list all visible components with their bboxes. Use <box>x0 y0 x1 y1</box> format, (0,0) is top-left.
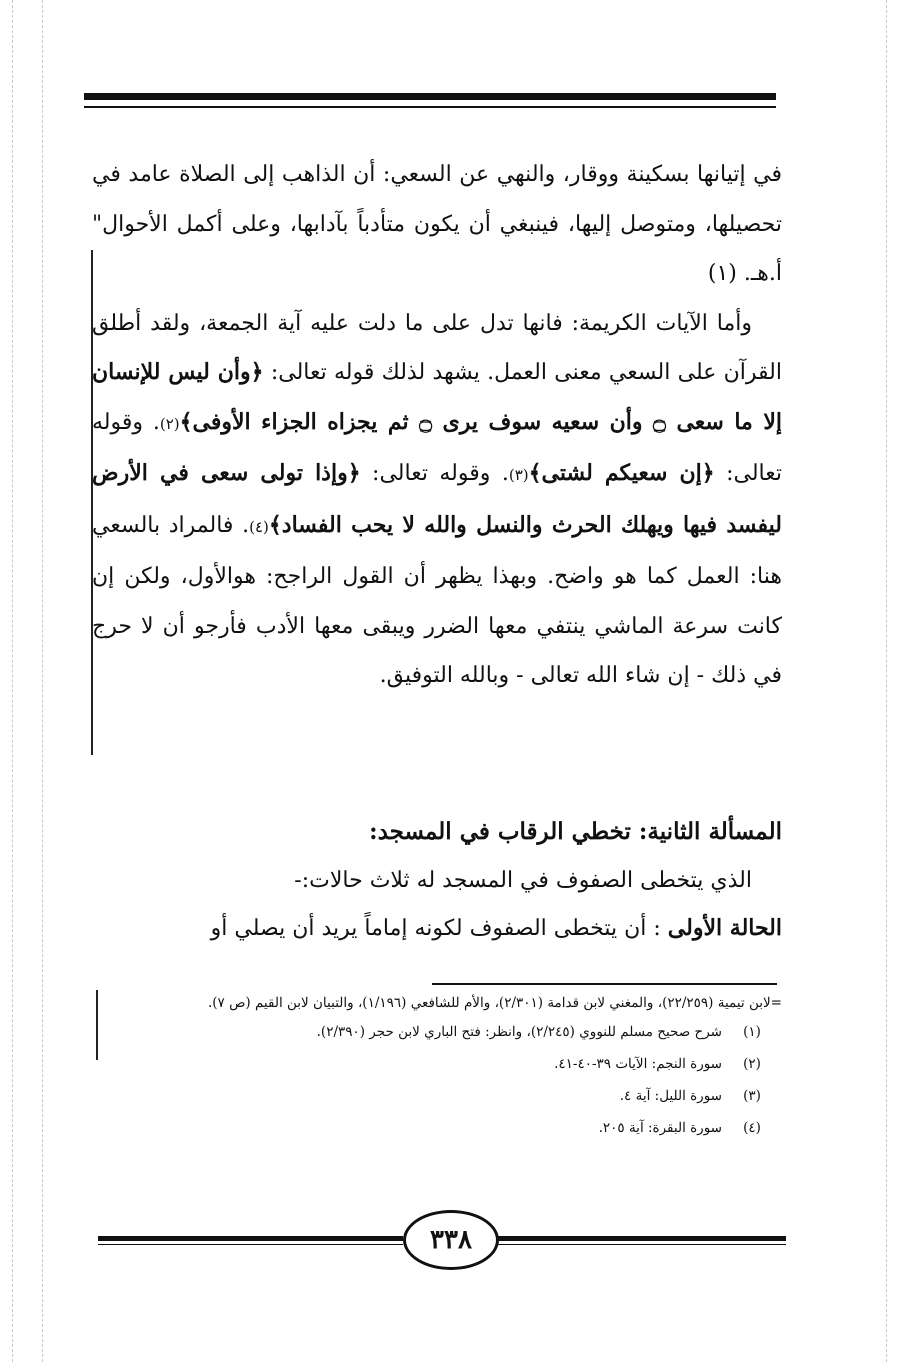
page-number: ٣٣٨ <box>403 1210 499 1270</box>
footnote-number: (٣) <box>743 1088 761 1104</box>
section-heading: المسألة الثانية: تخطي الرقاب في المسجد: <box>369 818 782 845</box>
footnote-number: (١) <box>743 1024 761 1040</box>
p2-connector: . وقوله تعالى: <box>360 461 509 486</box>
header-rule <box>84 93 776 100</box>
p2-outro: . فالمراد بالسعي هنا: العمل كما هو واضح. وبهذا يظهر أن القول الراجح: هوالأول، ولكن إن كانت سرعة الماشي ينتفي معها الضرر ويبقى معها الأدب فأرجو أن لا حرج في ذلك - إن شاء الله تعالى - وبالله التوفيق. <box>92 512 782 688</box>
footnote-item <box>120 1118 782 1138</box>
footnote-separator <box>432 983 777 985</box>
scan-edge-line <box>42 0 43 1362</box>
footnote-item <box>120 1022 782 1042</box>
header-rule-thin <box>84 106 776 108</box>
footnote-text: سورة البقرة: آية ٢٠٥. <box>598 1120 722 1136</box>
margin-bar <box>96 990 98 1060</box>
p2-intro: وأما الآيات الكريمة: فانها تدل على ما دلت عليه آية الجمعة، ولقد أطلق القرآن على السعي معنى العمل. يشهد لذلك قوله تعالى: <box>92 310 782 385</box>
p2-connector: . وقوله تعالى: <box>92 409 782 486</box>
footnote-item <box>120 1086 782 1106</box>
footnote-ref: (٤) <box>249 517 269 536</box>
scan-edge-line <box>12 0 13 1362</box>
footnote-text: سورة الليل: آية ٤. <box>619 1088 722 1104</box>
footer-rule <box>496 1236 786 1241</box>
paragraph-1: في إتيانها بسكينة ووقار، والنهي عن السعي: أن الذاهب إلى الصلاة عامد في تحصيلها، ومتوصل إليها، فينبغي أن يكون متأدباً بآدابها، وعلى أكمل الأحوال" أ.هـ. (١) <box>92 162 782 286</box>
case-line <box>92 915 782 941</box>
paragraph-2 <box>92 299 782 701</box>
footnote-ref: (٢) <box>159 414 180 433</box>
footnote-number: (٤) <box>743 1120 761 1136</box>
footnotes <box>120 993 782 1150</box>
quran-verse: ﴿وإذا تولى سعى في الأرض ليفسد فيها ويهلك الحرث والنسل والله لا يحب الفساد﴾ <box>92 460 783 538</box>
footnote-ref: (٣) <box>508 466 529 484</box>
case-text: : أن يتخطى الصفوف لكونه إماماً يريد أن يصلي أو <box>210 916 661 941</box>
footnote-text: سورة النجم: الآيات ٣٩-٤٠-٤١. <box>554 1056 722 1072</box>
footer-rule-thin <box>98 1244 403 1245</box>
quran-verse: ﴿إن سعيكم لشتى﴾ <box>528 460 715 486</box>
scan-edge-line <box>886 0 887 1362</box>
quran-verse: ﴿وأن ليس للإنسان إلا ما سعى ۝ وأن سعيه سوف يرى ۝ ثم يجزاه الجزاء الأوفى﴾ <box>92 359 782 435</box>
footnote-item <box>120 1054 782 1074</box>
case-label: الحالة الأولى <box>667 915 782 941</box>
footnote-continuation: =لابن تيمية (٢٢/٢٥٩)، والمغني لابن قدامة (٢/٣٠١)، والأم للشافعي (١/١٩٦)، والتبيان لابن القيم (ص ٧). <box>207 995 782 1011</box>
body-text <box>92 150 782 701</box>
section-intro: الذي يتخطى الصفوف في المسجد له ثلاث حالات:- <box>294 868 752 893</box>
footer-rule-thin <box>496 1244 786 1245</box>
footer-rule <box>98 1236 403 1241</box>
footnote-number: (٢) <box>743 1056 761 1072</box>
footnote-text: شرح صحيح مسلم للنووي (٢/٢٤٥)، وانظر: فتح الباري لابن حجر (٢/٣٩٠). <box>316 1024 722 1040</box>
